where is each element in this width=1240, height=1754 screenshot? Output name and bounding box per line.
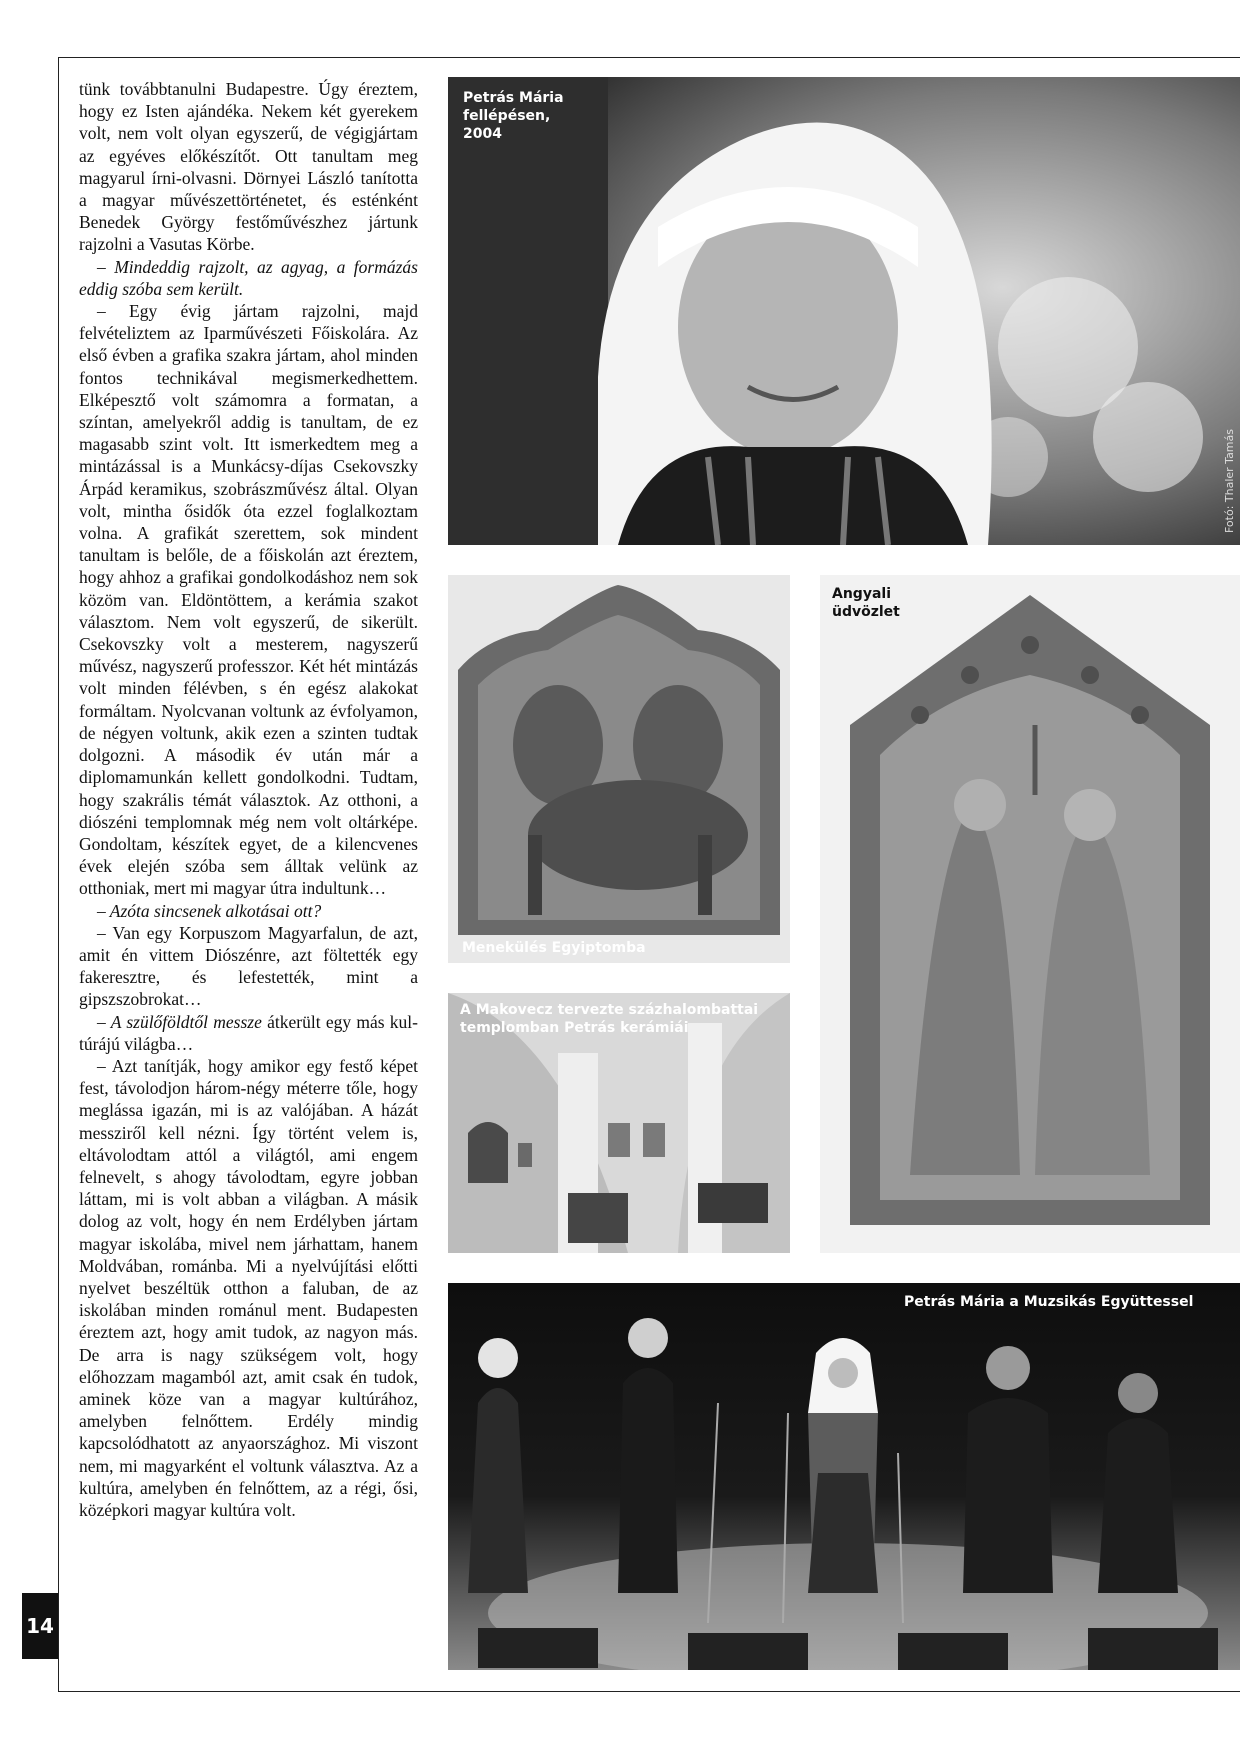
interview-answer: – Egy évig jártam rajzolni, majd felvételiztem az Iparművészeti Főiskolára. Az első évben a grafika szakra jártam, ahol minden fontos technikával megismerkedhettem. Elképesztő volt számomra a formatan, a színtan, amelyekről addig is tanultam, de ez magasabb szint volt. Itt ismerkedtem meg a mintázással is a Munkácsy-díjas Csekovszky Árpád keramikus, szobrászművész által. Olyan volt, mintha ősidők óta ezzel foglalkoztam volna. A grafikát szerettem, sok mindent tanultam is belőle, de a főiskolán azt éreztem, hogy ahhoz a grafikai gondolkodáshoz nem sok közöm van. Eldöntöttem, a kerámia szakot választom. Nem volt egyszerű, de sikerült. Csekovszky volt a mesterem, nagyszerű művész, nagyszerű professzor. Két hét mintázás volt minden félévben, s én egész alakokat formáltam. Nyolcvanan voltunk az évfolyamon, de négyen voltunk, akik ezen a szinten tudtak dolgozni. A második év után már a diplomamunkán kellett gondolkodni. Tudtam, hogy szakrális témát választok. Az otthoni, a diószéni templomnak még nem volt oltárképe. Gondoltam, készítek egyet, de a kilencvenes évek elején szóba sem álltak velünk az otthoniak, mert mi magyar útra indultunk…	[79, 301, 418, 899]
portrait-photo	[448, 77, 1240, 545]
page-frame-bottom	[58, 1691, 1240, 1692]
interview-answer: – Azt tanítják, hogy amikor egy festő képet fest, távolodjon három-négy méterre tőle, hogy meglássa igazán, mi is az valójában. A házát messziről kell nézni. Így történt velem is, eltávolodtam attól a világtól, ami engem felnevelt, s ahogy távolodtam, egyre jobban láttam, mi is volt abban a világban. A másik dolog az volt, hogy én nem Erdélyben jártam magyar iskolába, mivel nem járhattam, hanem Moldvában, románba. Mi a nyelvújítási előtti nyelvet beszéltük otthon a faluban, de az iskolában minden románul ment. Budapesten éreztem azt, hogy amit tudok, az nagyon más. De arra is nagy szükségem volt, hogy előhozzam magamból azt, amit csak én tudok, aminek köze van a magyar kultúrához, amelyben felnőttem. Erdély mindig kapcsolódhatott az anyaországhoz. Mi viszont nem, mi magyarként el voltunk választva. Az a kultúra, amelyben én felnőttem, az a régi, ősi, középkori magyar kultúra volt.	[79, 1055, 418, 1520]
portrait-caption: Petrás Mária fellépésen, 2004	[463, 90, 564, 142]
question-italic-part: – A szülőföldtől messze	[97, 1011, 262, 1032]
interview-question: – Azóta sincsenek alkotásai ott?	[97, 900, 322, 921]
interview-question	[79, 1011, 418, 1055]
church-interior-photo	[448, 993, 790, 1253]
relief-angel-caption: Angyali üdvözlet	[832, 586, 900, 620]
relief-egypt-photo	[448, 575, 790, 963]
concert-caption: Petrás Mária a Muzsikás Együttessel	[904, 1294, 1194, 1310]
interview-answer: – Van egy Korpuszom Magyarfalun, de azt, amit én vittem Diószénre, azt föltették egy fakeresztre, és lefestették, mint a gipszszobrokat…	[79, 922, 418, 1010]
page-number: 14	[22, 1593, 58, 1659]
concert-photo	[448, 1283, 1240, 1670]
photo-credit: Fotó: Thaler Tamás	[1223, 428, 1236, 533]
article-column	[79, 78, 418, 1688]
paragraph: tünk továbbtanulni Budapestre. Úgy éreztem, hogy ez Isten ajándéka. Nekem két gyerekem volt, nem volt olyan egyszerű, de végigjártam az egyéves előkészítőt. Ott tanultam meg magyarul írni-olvasni. Dörnyei László tanította a magyar művészettörténetet, és esténként Benedek György festőművészhez jártunk rajzolni a Vasutas Körbe.	[79, 79, 418, 255]
relief-angel-photo	[820, 575, 1240, 1253]
question-plain-part: átkerült egy más kul-túrájú világba…	[79, 1011, 418, 1054]
relief-egypt-caption: Menekülés Egyiptomba	[462, 940, 646, 956]
church-caption: A Makovecz tervezte százhalombattai templomban Petrás kerámiái	[460, 1002, 759, 1036]
page-frame-top	[58, 57, 1240, 58]
page-frame-left	[58, 57, 59, 1691]
interview-question: – Mindeddig rajzolt, az agyag, a formázás eddig szóba sem került.	[79, 256, 418, 299]
